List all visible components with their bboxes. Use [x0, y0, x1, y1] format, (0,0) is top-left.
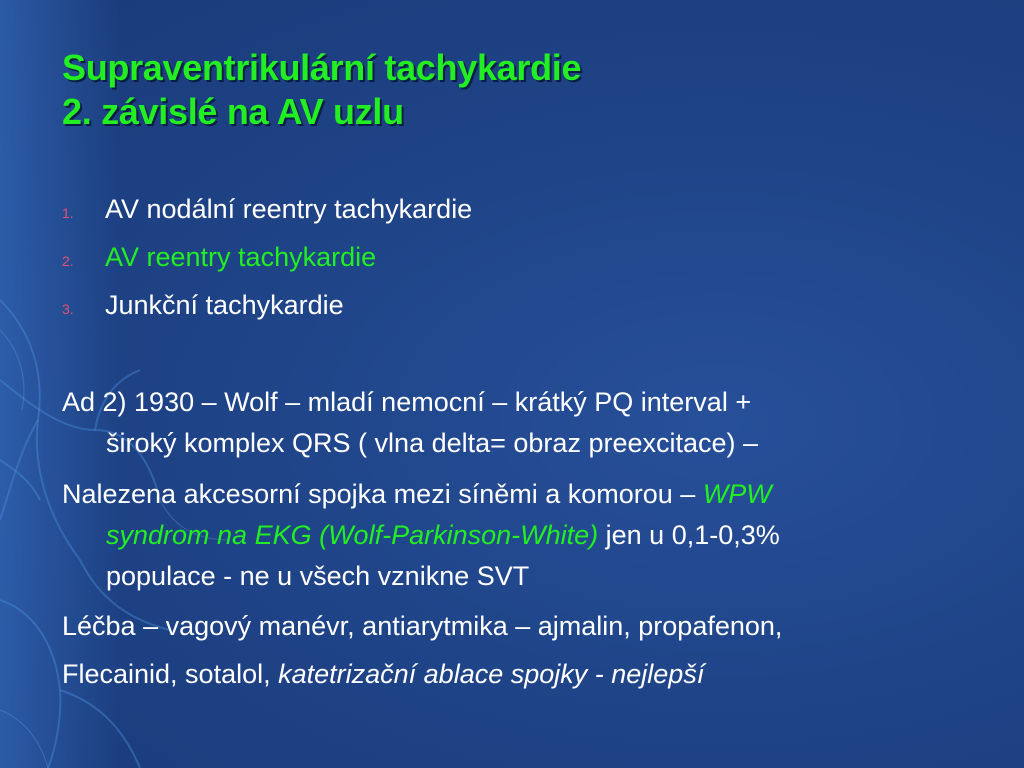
nalezena-line-3: populace - ne u všech vznikne SVT [106, 561, 530, 591]
ablation-text: katetrizační ablace spojky - nejlepší [278, 659, 705, 689]
wpw-text: WPW [702, 479, 772, 509]
list-item-text: AV reentry tachykardie [105, 242, 377, 272]
slide-title [62, 46, 581, 134]
list-item-text: AV nodální reentry tachykardie [105, 194, 473, 224]
nalezena-paragraph [62, 474, 982, 597]
list-item-text: Junkční tachykardie [105, 290, 344, 320]
incidence-text: jen u 0,1-0,3% [598, 520, 780, 550]
nalezena-line-2 [62, 515, 982, 556]
nalezena-line-1 [62, 474, 982, 515]
list-number: 1. [62, 205, 74, 221]
lecba-line: Léčba – vagový manévr, antiarytmika – ajmalin, propafenon, [62, 611, 783, 641]
flecainid-paragraph [62, 654, 982, 695]
ad2-line-2: široký komplex QRS ( vlna delta= obraz preexcitace) – [106, 428, 759, 458]
flecainid-line [62, 654, 982, 695]
flecainid-text: Flecainid, sotalol, [62, 659, 279, 689]
list-number: 3. [62, 301, 74, 317]
wpw-syndrome-text: syndrom na EKG (Wolf-Parkinson-White) [106, 520, 599, 550]
lecba-paragraph [62, 606, 982, 647]
ad2-paragraph [62, 382, 982, 464]
title-line-2: 2. závislé na AV uzlu [62, 91, 404, 132]
ad2-line-1: Ad 2) 1930 – Wolf – mladí nemocní – krátký PQ interval + [62, 387, 752, 417]
list-number: 2. [62, 253, 74, 269]
nalezena-text: Nalezena akcesorní spojka mezi síněmi a komorou – [62, 479, 703, 509]
title-line-1: Supraventrikulární tachykardie [62, 47, 582, 88]
